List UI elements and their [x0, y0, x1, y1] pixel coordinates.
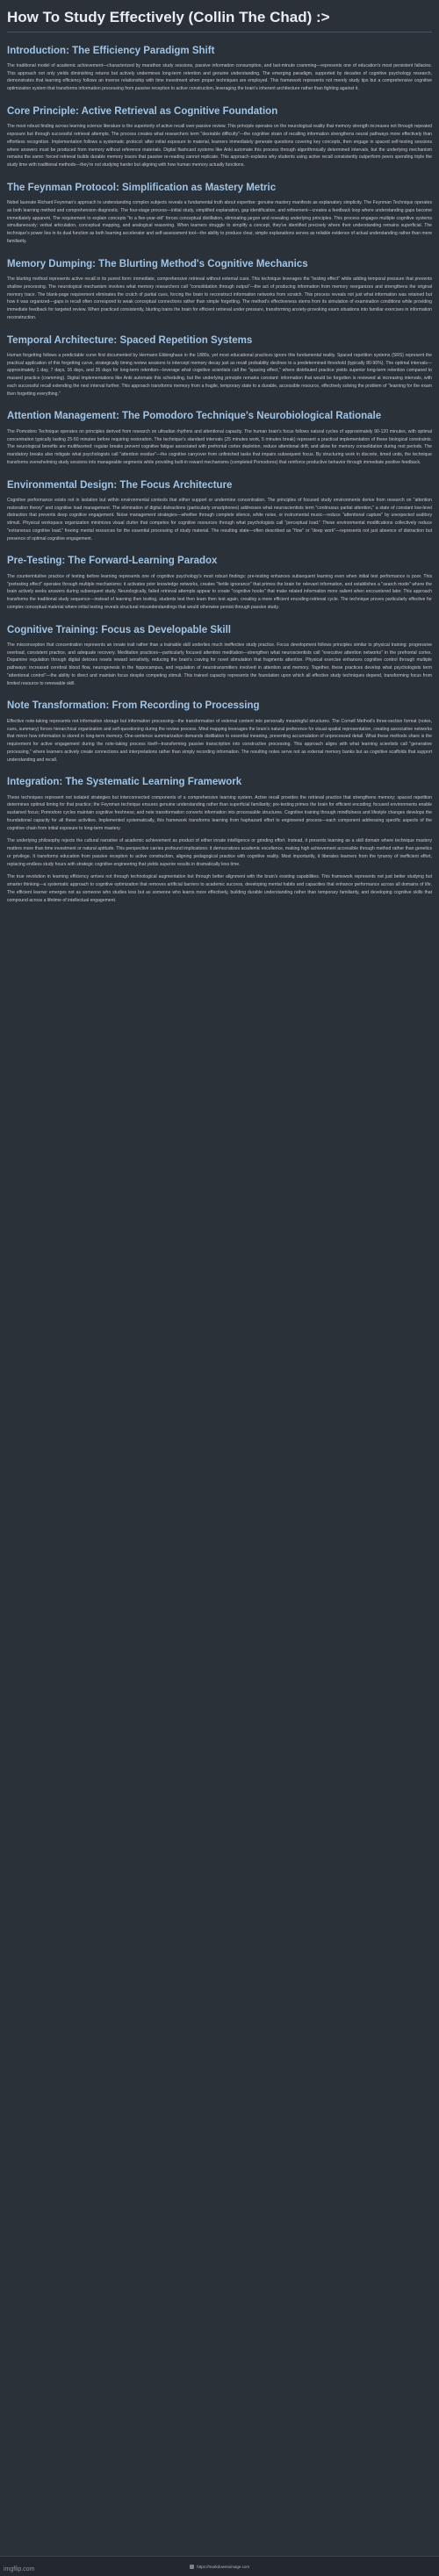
section: [7, 45, 432, 93]
paragraph: Cognitive performance exists not in isolation but within environmental contexts that either support or undermine concentration. The principles of focused study environments derive from research on "attention restoration theory" and cognitive load management. The elimination of digital distractions (particularly smartphones) addresses what neuroscientists term "continuous partial attention," a state of constant low-level distraction that prevents deep cognitive engagement. Noise management strategies—whether through complete silence, white noise, or instrumental music—reduce "attentional capture" by unexpected auditory stimuli. Physical workspace organization minimizes visual clutter that competes for cognitive resources through what psychologists call "perceptual load." These environmental modifications collectively reduce "extraneous cognitive load," freeing mental resources for the essential processing of study material. The resulting state—often described as "flow" or "deep work"—represents not just absence of distraction but presence of optimal cognitive engagement.: [7, 497, 432, 542]
section: [7, 700, 432, 764]
paragraph: The true revolution in learning efficiency arrives not through technological augmentation but through better alignment with the brain's existing capabilities. This framework represents not just better studying but smarter thinking—a systematic approach to cognitive optimization that removes artificial barriers to academic success, developing mental habits and capacities that enhance performance across all domains of life. The efficient learner emerges not as someone who studies less but as someone who learns more effectively, building durable understanding rather than temporary familiarity, and developing cognitive skills that compound across a lifetime of intellectual engagement.: [7, 874, 432, 903]
paragraph: Human forgetting follows a predictable curve first documented by Hermann Ebbinghaus in the 1880s, yet most educational practices ignore this fundamental reality. Spaced repetition systems (SRS) represent the practical application of this forgetting curve, strategically timing review sessions to intercept memory decay just as recall probability declines to a predetermined threshold (typically 80-90%). The optimal intervals—approximately 1 day, 7 days, 16 days, and 35 days for long-term retention—leverage what cognitive scientists call the "spacing effect," where distributed practice yields superior long-term retention compared to massed practice (cramming). Digital implementations like Anki automate this scheduling, but the underlying principle remains constant: information that would be forgotten is reviewed at increasing intervals, with each successful recall extending the next interval further. This approach transforms memory from a fragile, temporary state to a durable, accessible resource, effectively solving the problem of "learning for the exam then forgetting everything.": [7, 352, 432, 397]
section-heading: Note Transformation: From Recording to Processing: [7, 700, 260, 712]
section: [7, 182, 432, 246]
section: [7, 479, 432, 543]
section: [7, 555, 432, 611]
section-heading: Pre-Testing: The Forward-Learning Paradox: [7, 556, 218, 567]
section-body: [7, 497, 432, 543]
sections-container: [7, 45, 432, 905]
footer-url-container: [0, 2565, 439, 2569]
paragraph: Effective note-taking represents not information storage but information processing—the transformation of external content into personally meaningful structures. The Cornell Method's three-section format (notes, cues, summary) forces hierarchical organization and self-questioning during the review process. Mind mapping leverages the brain's natural preference for visual-spatial representation, creating associative networks that mirror how information is stored in long-term memory. One-sentence summarization demands distillation to essential meaning, preventing accumulation of unprocessed detail. What these methods share is the requirement for active engagement during the note-taking process itself—transforming passive transcription into constructive processing. This approach aligns with what learning scientists call "generative processing," where learners actively create connections and interpretations rather than simply recording information. The resulting notes serve not as external memory banks but as cognitive scaffolds that support understanding and recall.: [7, 718, 432, 763]
paragraph: The misconception that concentration represents an innate trait rather than a trainable skill underlies much ineffective study practice. Focus development follows principles similar to physical training: progressive overload, consistent practice, and adequate recovery. Meditation practices—particularly focused attention meditation—strengthen what neuroscientists call "executive attention networks" in the prefrontal cortex. Dopamine regulation through digital detoxes resets reward sensitivity, reducing the brain's craving for novel stimulation that fragments attention. Physical exercise enhances cognitive control through multiple pathways: increased cerebral blood flow, neurogenesis in the hippocampus, and regulation of neurotransmitters involved in attention and memory. Together, these practices develop what psychologists term "attentional control"—the ability to direct and maintain focus despite competing stimuli. This trained capacity represents the foundation upon which all effective study techniques depend, transforming focus from limited resource to renewable skill.: [7, 642, 432, 686]
section: [7, 624, 432, 688]
document-title: How To Study Effectively (Collin The Chad) :>: [7, 9, 330, 25]
paragraph: The Pomodoro Technique operates on principles derived from research on ultradian rhythms and attentional capacity. The human brain's focus follows natural cycles of approximately 90-120 minutes, with optimal concentration typically lasting 25-50 minutes before requiring restoration. The technique's standard intervals (25 minutes work, 5 minutes break) represent a practical implementation of these biological constraints. The neurological benefits are multifaceted: regular breaks prevent cognitive fatigue associated with prefrontal cortex depletion, reduce attentional drift, and allow for memory consolidation during rest periods. The mandatory breaks also mitigate what psychologists call "attention residue"—the cognitive carryover from unfinished tasks that impairs subsequent focus. By structuring work in discrete, timed units, the technique transforms overwhelming study sessions into manageable segments while providing built-in reward mechanisms (completed Pomodoros) that reinforce productive behavior through immediate positive feedback.: [7, 428, 432, 465]
section-body: [7, 428, 432, 467]
section: [7, 105, 432, 169]
section-heading: The Feynman Protocol: Simplification as Mastery Metric: [7, 182, 277, 193]
paragraph: The blurting method represents active recall in its purest form: immediate, comprehensive retrieval without external cues. This technique leverages the "testing effect" while adding temporal pressure that prevents shallow processing. The neurological mechanism involves what memory researchers call "consolidation through output"—the act of producing information from memory reorganizes and strengthens the original memory trace. The blank-page requirement eliminates the crutch of partial cues, forcing the brain to reconstruct information networks from scratch. This process reveals not just what information was retained but how it was organized—gaps in recall often correspond to weak conceptual connections rather than simple forgetting. The method's effectiveness stems from its simulation of examination conditions while providing immediate feedback for targeted review. When practiced consistently, blurting trains the brain for efficient retrieval under pressure, transforming anxiety-provoking exam situations into familiar exercises in information reconstruction.: [7, 276, 432, 320]
section-heading: Introduction: The Efficiency Paradigm Shift: [7, 45, 215, 56]
footer-bar: [0, 2556, 439, 2576]
section-heading: Integration: The Systematic Learning Framework: [7, 777, 242, 788]
paragraph: The most robust finding across learning science literature is the superiority of active recall over passive review. This principle operates on the neurological reality that memory strength increases not through repeated exposure but through successful retrieval attempts. The process creates what researchers term "desirable difficulty"—the cognitive strain of recalling information strengthens neural pathways more effectively than effortless recognition. Implementation follows a systematic protocol: after initial exposure to material, learners immediately generate questions covering key concepts, then engage in spaced self-testing sessions where answers must be produced from memory without reference materials. Digital flashcard systems like Anki automate this process through algorithmically determined intervals, but the underlying mechanism remains the same: forced retrieval builds durable memory traces that passive re-reading cannot replicate. This approach explains why students using active recall consistently outperform peers spending triple the study time with traditional methods—they're not studying harder but aligning with how human memory actually functions.: [7, 124, 432, 169]
section-heading: Attention Management: The Pomodoro Technique's Neurobiological Rationale: [7, 411, 382, 422]
paragraph: These techniques represent not isolated strategies but interconnected components of a comprehensive learning system. Active recall provides the retrieval practice that strengthens memory; spaced repetition determines optimal timing for that practice; the Feynman technique ensures genuine understanding rather than superficial familiarity; pre-testing primes the brain for efficient encoding; focused environments enable sustained focus; Pomodoro cycles maintain cognitive freshness; and note transformation converts information into processable structures. Cognitive training through mindfulness and lifestyle changes develops the foundational capacity for all these activities. Implemented systematically, this framework transforms learning from haphazard effort to engineered process—each component addressing specific aspects of the cognitive chain from initial exposure to long-term mastery.: [7, 794, 432, 831]
section-body: [7, 718, 432, 764]
section-heading: Environmental Design: The Focus Architecture: [7, 479, 233, 491]
paragraph: The underlying philosophy rejects the cultural narrative of academic achievement as product of either innate intelligence or grinding effort. Instead, it presents learning as a skill domain where technique mastery matters more than time investment or natural aptitude. This perspective carries profound implications: it democratizes academic excellence, making high achievement accessible through method rather than genetics or privilege. It transforms education from passive reception to active construction, aligning pedagogical practice with cognitive reality. Most importantly, it liberates learners from the tyranny of inefficient effort, replacing endless study hours with strategic cognitive engineering that yields superior results in dramatically less time.: [7, 838, 432, 867]
paragraph: The counterintuitive practice of testing before learning represents one of cognitive psychology's most robust findings: pre-testing enhances subsequent learning even when initial test performance is poor. This "pretesting effect" operates through multiple mechanisms: it activates prior knowledge networks, creates "fertile ignorance" that primes the brain for relevant information, and establishes a "search mode" where the brain actively seeks answers during subsequent study. Neurologically, failed retrieval attempts appear to create "cognitive hooks" that make related information more salient when encountered later. This approach transforms the traditional study sequence—instead of learning then testing, students test then learn then test again, creating a more efficient encoding-retrieval cycle. The technique proves particularly effective for complex conceptual material where initial testing reveals structural misunderstandings that would otherwise persist through passive study.: [7, 573, 432, 610]
section-body: [7, 642, 432, 688]
footer-url[interactable]: https://markdowntoimage.com: [197, 2564, 250, 2569]
section-body: [7, 573, 432, 612]
section: [7, 776, 432, 904]
site-logo-icon: [190, 2565, 194, 2569]
paragraph: Nobel laureate Richard Feynman's approach to understanding complex subjects reveals a fundamental truth about expertise: genuine mastery manifests as explanatory simplicity. The Feynman Technique operates as both learning method and comprehension diagnostic. The four-stage process—initial study, simplified explanation, gap identification, and refinement—creates a feedback loop where understanding gaps become immediately apparent. The requirement to explain concepts "to a five-year-old" forces conceptual distillation, eliminating jargon and revealing underlying principles. This process engages multiple cognitive systems simultaneously: verbal articulation, conceptual mapping, and analogical reasoning. When learners struggle to simplify a concept, they've identified precisely where their understanding remains superficial. The technique's power lies in its dual function as both learning accelerator and self-assessment tool—the ability to produce clear, simple explanations serves as reliable evidence of actual understanding rather than mere familiarity.: [7, 200, 432, 244]
section-heading: Cognitive Training: Focus as Developable Skill: [7, 624, 231, 635]
section-heading: Core Principle: Active Retrieval as Cognitive Foundation: [7, 105, 278, 117]
section: [7, 410, 432, 466]
section-body: [7, 62, 432, 93]
section-heading: Memory Dumping: The Blurting Method's Cognitive Mechanics: [7, 258, 308, 269]
section: [7, 258, 432, 322]
section-body: [7, 123, 432, 169]
paragraph: The traditional model of academic achievement—characterized by marathon study sessions, passive information consumption, and last-minute cramming—represents one of education's most persistent fallacies. This approach not only yields diminishing returns but actively undermines long-term retention and genuine understanding. The emerging paradigm, supported by decades of cognitive psychology research, demonstrates that learning efficiency follows an inverse relationship with time investment when proper techniques are employed. This framework represents not merely study tips but a comprehensive cognitive optimization system that transforms information processing from passive reception to active construction, leveraging the brain's inherent architecture rather than fighting against it.: [7, 62, 432, 92]
section: [7, 334, 432, 398]
section-body: [7, 199, 432, 246]
imgflip-watermark: imgflip.com: [4, 2566, 35, 2572]
section-body: [7, 276, 432, 322]
section-heading: Temporal Architecture: Spaced Repetition Systems: [7, 334, 253, 346]
section-body: [7, 794, 432, 905]
section-body: [7, 352, 432, 398]
